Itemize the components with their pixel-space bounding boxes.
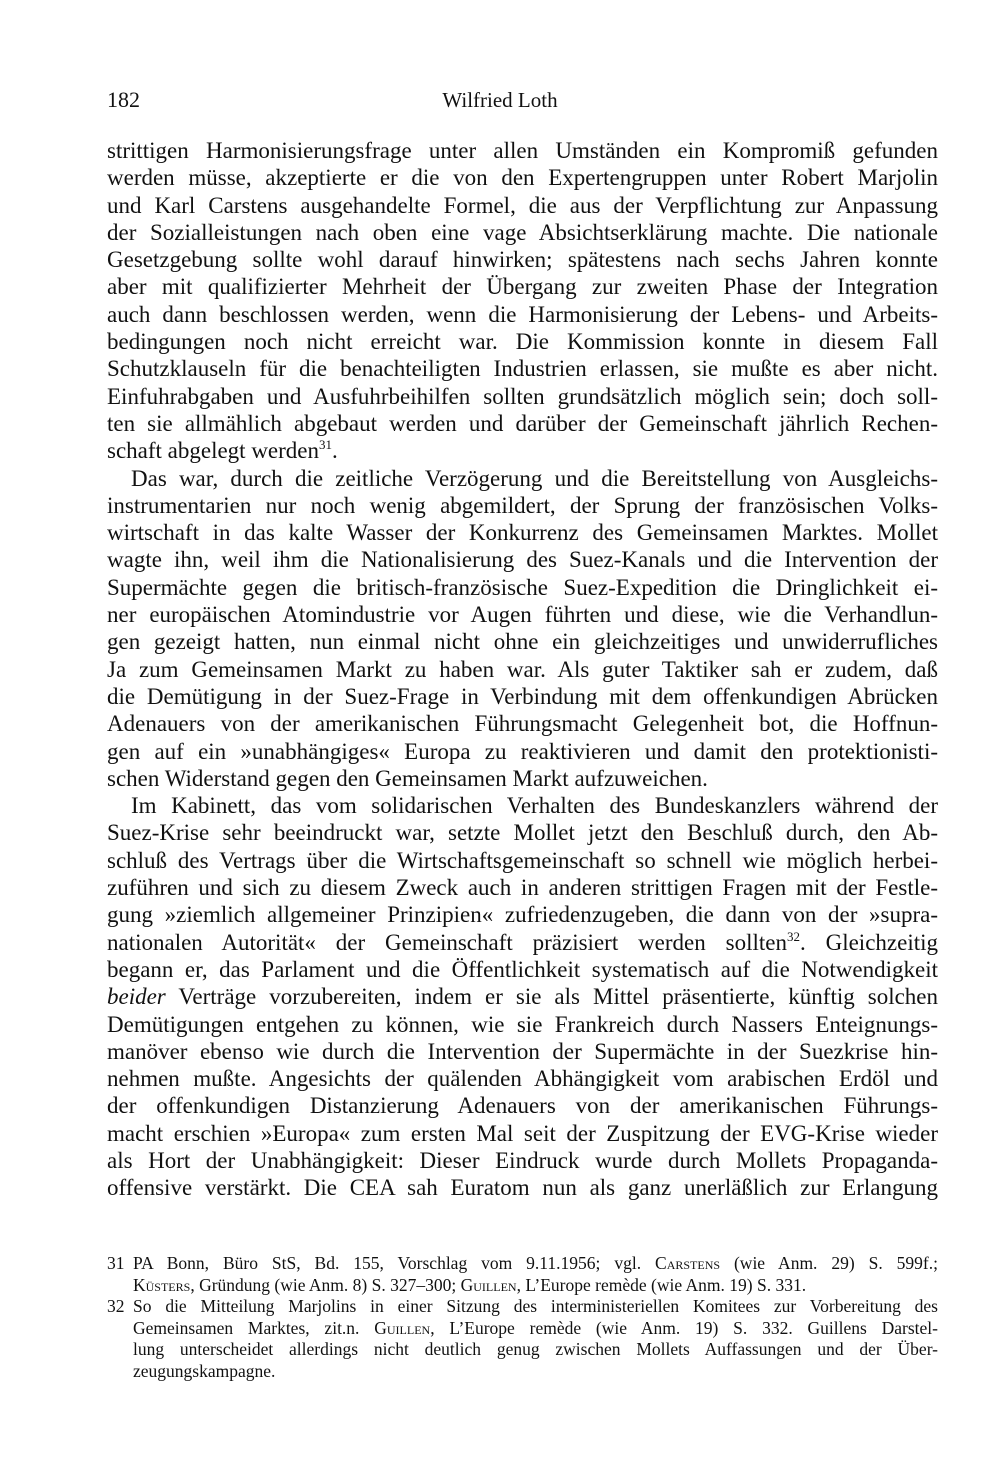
footnote-32-line [107, 1296, 938, 1318]
text-line: Supermächte gegen die britisch-französische Suez-Expedition die Dringlichkeit ei- [107, 574, 938, 600]
text-line: Suez-Krise sehr beeindruckt war, setzte Mollet jetzt den Beschluß durch, den Ab- [107, 820, 938, 846]
text-fragment: nationalen Autorität« der Gemeinschaft präzisiert werden sollten [107, 929, 787, 955]
running-head: Wilfried Loth [442, 88, 558, 112]
main-text [107, 137, 938, 1202]
footnote-32-line: zeugungskampagne. [133, 1360, 276, 1381]
paragraph-end-line [107, 437, 938, 464]
text-line-with-reference [107, 929, 938, 956]
text-line: ner europäischen Atomindustrie vor Augen führten und diese, wie die Verhandlun- [107, 602, 938, 628]
text-line: instrumentarien nur noch wenig abgemildert, der Sprung der französischen Volks- [107, 492, 938, 518]
text-line: gung »ziemlich allgemeiner Prinzipien« zufriedenzugeben, die dann von der »supra- [107, 902, 938, 928]
footnote-text: , L’Europe remède (wie Anm. 19) S. 332. Guillens Darstel- [430, 1317, 938, 1338]
footnote-text: So die Mitteilung Marjolins in einer Sitzung des interministeriellen Komitees zur Vorbereitung des [133, 1296, 938, 1316]
text-line: Im Kabinett, das vom solidarischen Verhalten des Bundeskanzlers während der [131, 793, 938, 819]
text-line: offensive verstärkt. Die CEA sah Euratom nun als ganz unerläßlich zur Erlangung [107, 1175, 938, 1201]
text-line: ten sie allmählich abgebaut werden und darüber der Gemeinschaft jährlich Rechen- [107, 410, 938, 436]
footnote-32-line: lung unterscheidet allerdings nicht deutlich genug zwischen Mollets Auffassungen und der Über- [133, 1339, 938, 1359]
author-name: Guillen [374, 1317, 431, 1338]
text-line: die Demütigung in der Suez-Frage in Verbindung mit dem offenkundigen Abrücken [107, 683, 938, 709]
footnotes [107, 1253, 938, 1382]
footnote-31-line [107, 1275, 938, 1297]
text-line: Demütigungen entgehen zu können, wie sie Frankreich durch Nassers Enteignungs- [107, 1011, 938, 1037]
footnote-reference: 32 [786, 928, 800, 944]
text-line: und Karl Carstens ausgehandelte Formel, die aus der Verpflichtung zur Anpassung [107, 192, 938, 218]
text-line: schen Widerstand gegen den Gemeinsamen Markt aufzuweichen. [107, 765, 708, 791]
text-line: gen gezeigt hatten, nun einmal nicht ohne ein gleichzeitiges und unwiderrufliches [107, 629, 938, 655]
footnote-text: , Gründung (wie Anm. 8) S. 327–300; [190, 1274, 461, 1295]
text-fragment: Verträge vorzubereiten, indem er sie als Mittel präsentierte, künftig solchen [165, 984, 938, 1010]
footnote-31-line [107, 1253, 938, 1275]
text-line: auch dann beschlossen werden, wenn die Harmonisierung der Lebens- und Arbeits- [107, 301, 938, 327]
footnote-32-line [107, 1318, 938, 1340]
page-number: 182 [107, 87, 140, 112]
text-line: manöver ebenso wie durch die Intervention der Supermächte in der Suezkrise hin- [107, 1038, 938, 1064]
text-line: Ja zum Gemeinsamen Markt zu haben war. Als guter Taktiker sah er zudem, daß [107, 656, 938, 682]
text-line: Einfuhrabgaben und Ausfuhrbeihilfen sollten grundsätzlich möglich sein; doch soll- [107, 383, 938, 409]
author-name: Küsters [133, 1274, 191, 1295]
punctuation: . [332, 438, 338, 464]
emphasized-word: beider [107, 984, 166, 1010]
text-line: schluß des Vertrags über die Wirtschaftsgemeinschaft so schnell wie möglich herbei- [107, 847, 938, 873]
author-name: Guillen [460, 1274, 517, 1295]
text-line: wirtschaft in das kalte Wasser der Konkurrenz des Gemeinsamen Marktes. Mollet [107, 520, 938, 546]
text-line: als Hort der Unabhängigkeit: Dieser Eindruck wurde durch Mollets Propaganda- [107, 1147, 938, 1173]
footnote-number: 32 [107, 1296, 125, 1316]
text-line: macht erschien »Europa« zum ersten Mal seit der Zuspitzung der EVG-Krise wieder [107, 1120, 938, 1146]
text-line: strittigen Harmonisierungsfrage unter allen Umständen ein Kompromiß gefunden [107, 138, 938, 163]
text-line: Das war, durch die zeitliche Verzögerung und die Bereitstellung von Ausgleichs- [131, 465, 938, 491]
text-line: bedingungen noch nicht erreicht war. Die Kommission konnte in diesem Fall [107, 329, 938, 355]
text-line: der offenkundigen Distanzierung Adenauers von der amerikanischen Führungs- [107, 1093, 938, 1119]
text-line: der Sozialleistungen nach oben eine vage Absichtserklärung machte. Die nationale [107, 219, 938, 245]
footnote-text: PA Bonn, Büro StS, Bd. 155, Vorschlag vom 9.11.1956; vgl. [133, 1253, 656, 1273]
text-line: aber mit qualifizierter Mehrheit der Übergang zur zweiten Phase der Integration [107, 274, 938, 300]
footnote-text: , L’Europe remède (wie Anm. 19) S. 331. [516, 1274, 807, 1295]
text-line: zuführen und sich zu diesem Zweck auch in anderen strittigen Fragen mit der Festle- [107, 875, 938, 901]
text-line: werden müsse, akzeptierte er die von den Expertengruppen unter Robert Marjolin [107, 165, 938, 191]
text-fragment: . Gleichzeitig [799, 929, 938, 955]
text-line: gen auf ein »unabhängiges« Europa zu reaktivieren und damit den protektionisti- [107, 738, 938, 764]
text-line: wagte ihn, weil ihm die Nationalisierung des Suez-Kanals und die Intervention der [107, 547, 938, 573]
footnote-number: 31 [107, 1253, 125, 1273]
text-line: Schutzklauseln für die benachteiligten Industrien erlassen, sie mußte es aber nicht. [107, 356, 938, 382]
text-fragment: schaft abgelegt werden [107, 438, 320, 464]
footnote-reference: 31 [319, 437, 333, 453]
text-line-with-emphasis [107, 983, 938, 1010]
text-line: nehmen mußte. Angesichts der quälenden Abhängigkeit vom arabischen Erdöl und [107, 1066, 938, 1092]
footnote-text: Gemeinsamen Marktes, zit.n. [133, 1317, 375, 1338]
text-line: Adenauers von der amerikanischen Führungsmacht Gelegenheit bot, die Hoffnun- [107, 711, 938, 737]
text-line: begann er, das Parlament und die Öffentlichkeit systematisch auf die Notwendigkeit [107, 956, 938, 982]
author-name: Carstens [655, 1253, 721, 1273]
footnote-text: (wie Anm. 29) S. 599f.; [720, 1253, 938, 1273]
text-line: Gesetzgebung sollte wohl darauf hinwirken; spätestens nach sechs Jahren konnte [107, 247, 938, 273]
